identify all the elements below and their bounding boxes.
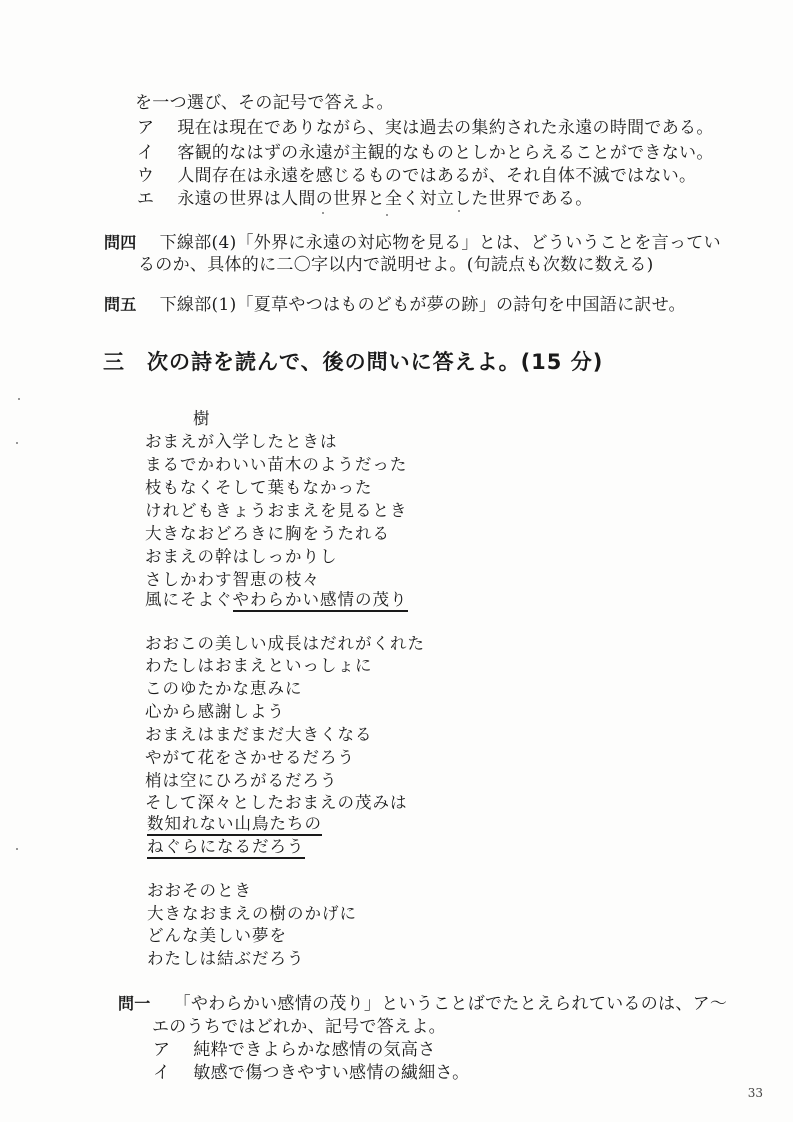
poem-line: おまえはまだまだ大きくなる [145,725,373,744]
poem-title: 樹 [193,409,211,428]
option-u [137,161,696,186]
option-mark: ア [137,118,155,138]
option-text: 現在は現在でありながら、実は過去の集約された永遠の時間である。 [177,118,714,138]
question-text: 下線部(4)「外界に永遠の対応物を見る」とは、どういうことを言ってい [159,233,721,253]
question-text: 「やわらかい感情の茂り」ということばでたとえられているのは、ア～ [173,994,728,1014]
q1-option-i [153,1058,469,1083]
question-4-continued: るのか、具体的に二〇字以内で説明せよ。(句読点も次数に数える) [138,255,654,275]
scan-speck [18,398,20,400]
poem-line: わたしはおまえといっしょに [145,656,373,675]
poem-line: まるでかわいい苗木のようだった [145,455,408,474]
option-text: 敏感で傷つきやすい感情の繊細さ。 [193,1063,470,1083]
option-mark: イ [153,1063,171,1083]
poem-line: さしかわす智恵の枝々 [145,570,320,589]
option-i [137,138,714,163]
question-label: 問五 [104,295,137,314]
underlined-phrase: やわらかい感情の茂り [233,590,408,612]
section-title: 三 次の詩を読んで、後の問いに答えよ。(15 分) [103,350,604,374]
poem-line: 大きなおまえの樹のかげに [147,904,357,923]
instruction-line: を一つ選び、その記号で答えよ。 [135,93,394,113]
scan-speck [458,210,460,212]
option-mark: ウ [137,166,155,186]
page-number: 33 [747,1086,763,1100]
poem-line: どんな美しい夢を [147,926,287,945]
option-mark: イ [137,143,155,163]
poem-line: 大きなおどろきに胸をうたれる [145,524,390,543]
poem-line: やがて花をさかせるだろう [145,748,355,767]
poem-line: このゆたかな恵みに [145,679,303,698]
poem-line: 梢は空にひろがるだろう [145,771,338,790]
question-1 [118,989,727,1014]
poem-line: 心から感謝しよう [145,702,285,721]
option-mark: ア [153,1040,171,1060]
poem-text: 風にそよぐ [145,590,233,609]
poem-line-underlined [145,586,408,610]
poem-line: おまえの幹はしっかりし [145,547,338,566]
poem-line-underlined [147,833,305,857]
poem-line: わたしは結ぶだろう [147,949,305,968]
question-text: 下線部(1)「夏草やつはものどもが夢の跡」の詩句を中国語に訳せ。 [159,295,686,315]
scan-speck [16,442,18,444]
question-1-continued: エのうちではどれか、記号で答えよ。 [152,1017,446,1037]
option-a [137,113,714,138]
question-label: 問四 [104,233,137,252]
option-text: 永遠の世界は人間の世界と全く対立した世界である。 [177,189,593,209]
poem-line: おまえが入学したときは [145,432,338,451]
scan-speck [16,848,18,850]
option-e [137,184,593,209]
option-text: 純粋できよらかな感情の気高さ [193,1040,436,1060]
question-5 [104,290,686,315]
option-text: 客観的なはずの永遠が主観的なものとしかとらえることができない。 [177,143,714,163]
poem-line: おおそのとき [147,881,252,900]
question-label: 問一 [118,994,151,1013]
poem-line: けれどもきょうおまえを見るとき [145,501,408,520]
poem-line-underlined [147,810,322,834]
underlined-phrase: 数知れない山鳥たちの [147,814,322,836]
poem-line: おおこの美しい成長はだれがくれた [145,634,425,653]
scan-speck [386,214,388,216]
poem-line: そして深々としたおまえの茂みは [145,793,408,812]
poem-line: 枝もなくそして葉もなかった [145,478,373,497]
option-text: 人間存在は永遠を感じるものではあるが、それ自体不滅ではない。 [177,166,697,186]
q1-option-a [153,1035,436,1060]
option-mark: エ [137,189,155,209]
scan-speck [322,212,324,214]
underlined-phrase: ねぐらになるだろう [147,837,305,859]
